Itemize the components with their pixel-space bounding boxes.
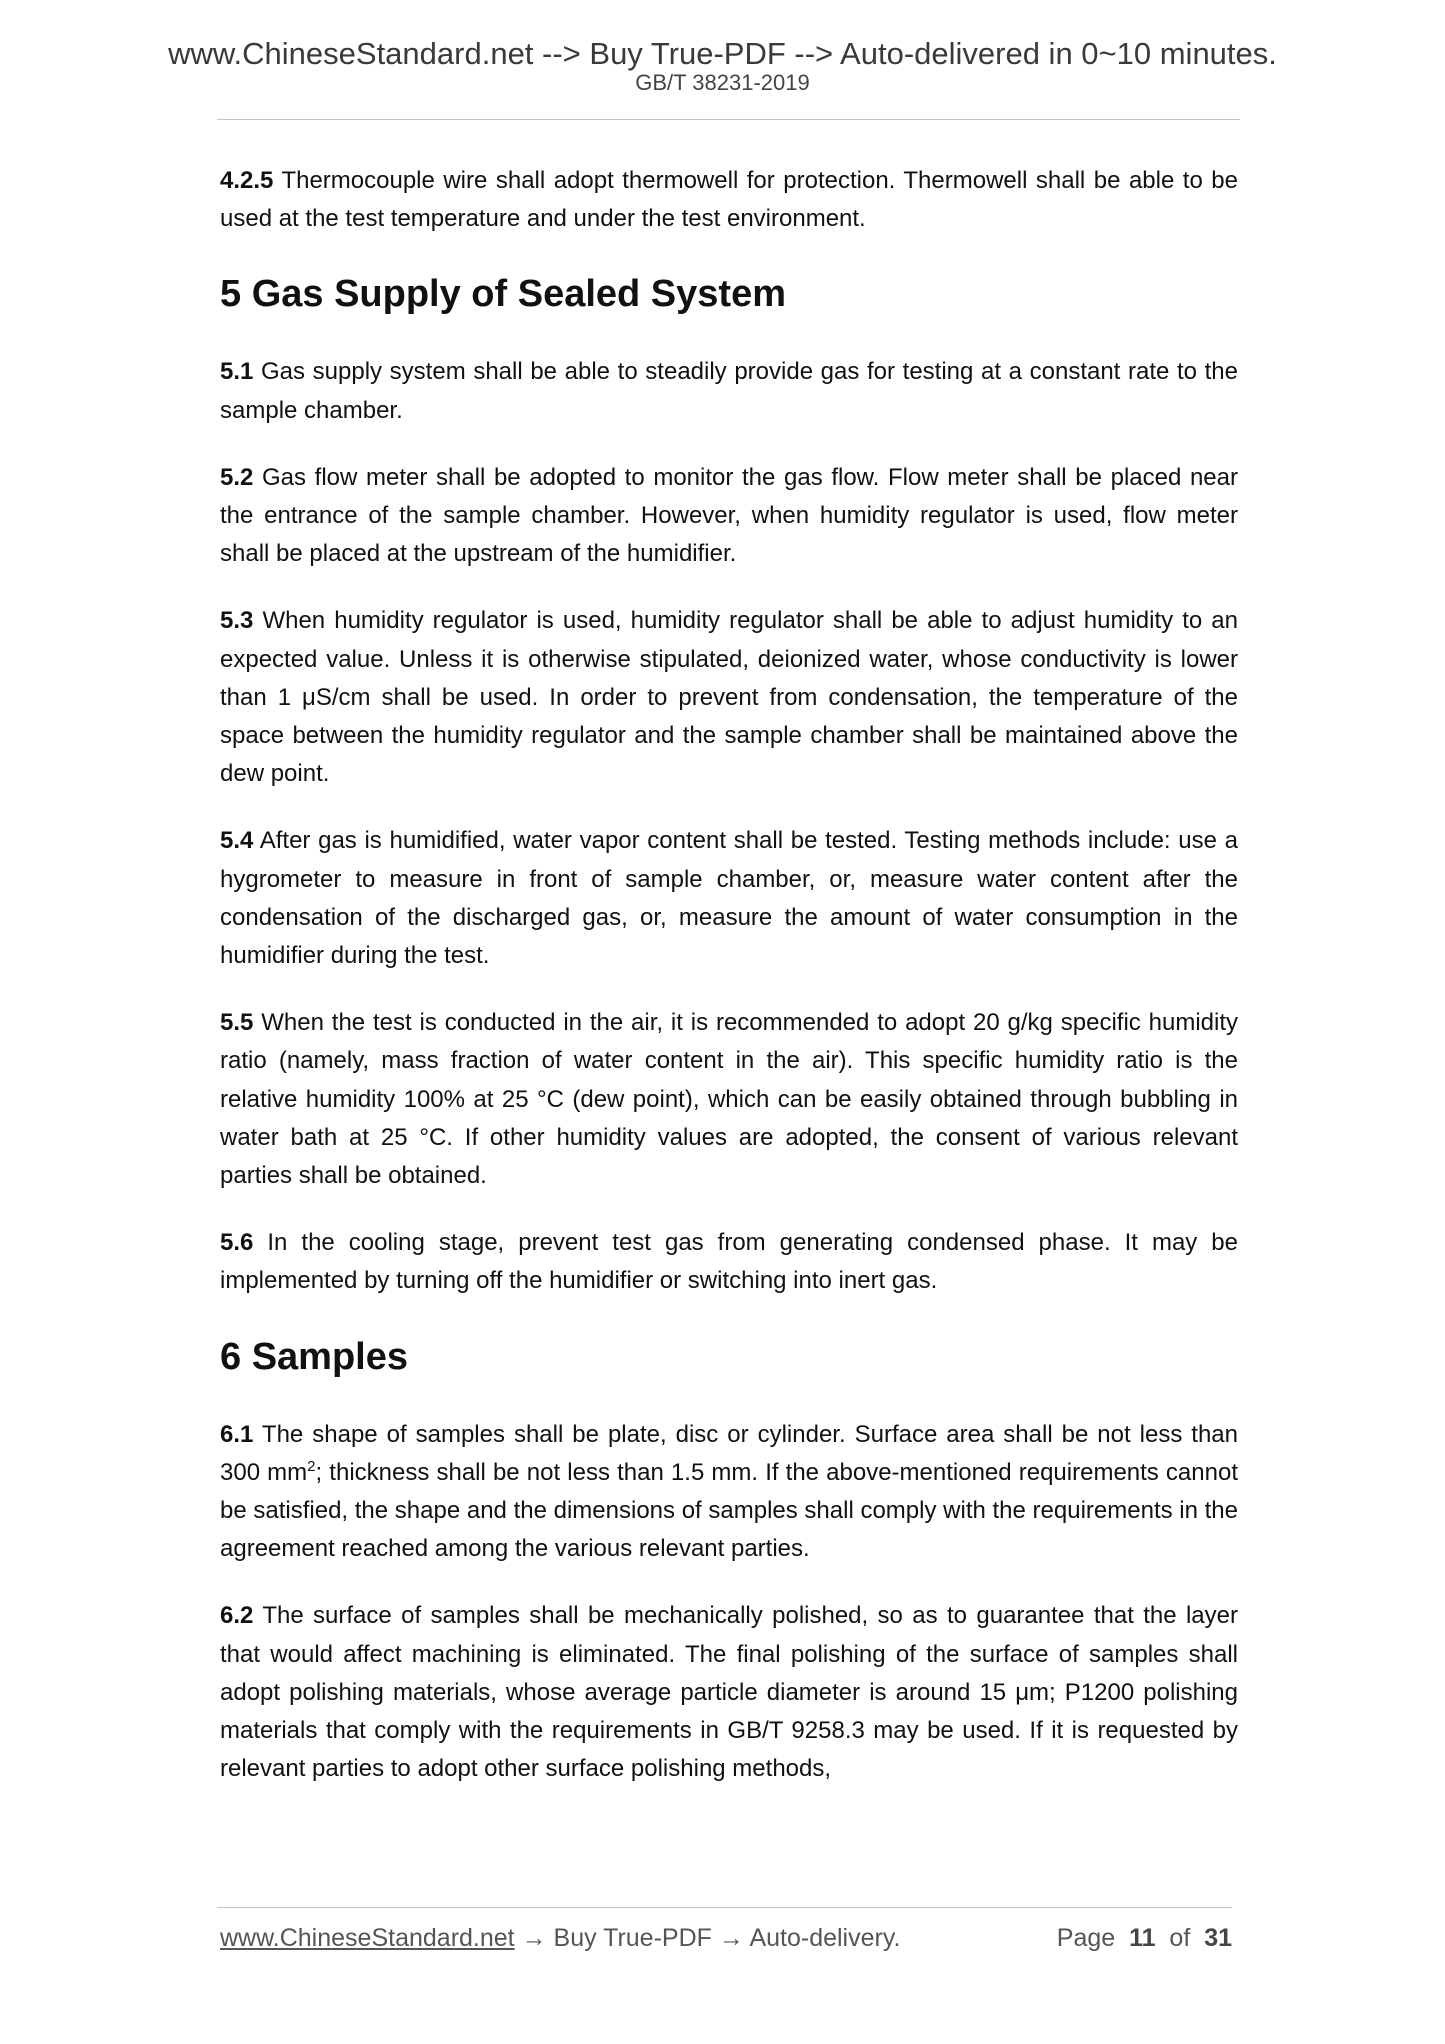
clause-text: Thermocouple wire shall adopt thermowell for protection. Thermowell shall be able to be used at the test temperature and under the test environment.: [220, 167, 1239, 233]
clause-text: When the test is conducted in the air, it is recommended to adopt 20 g/kg specific humidity ratio (namely, mass fraction of water content in the air). This specific humidity ratio is the relative humidity 100% at 25 °C (dew point), which can be easily obtained through bubbling in water bath at 25 °C. If other humidity values are adopted, the consent of various relevant parties shall be obtained.: [220, 1009, 1239, 1190]
footer-promo: [220, 1921, 900, 1955]
page-total: 31: [1204, 1924, 1232, 1952]
clause-6-2: [220, 1597, 1238, 1788]
clause-5-3: [220, 602, 1238, 793]
footer-divider: [217, 1907, 1232, 1908]
clause-number: 5.2: [220, 463, 254, 491]
document-body: [220, 162, 1238, 1818]
superscript: 2: [307, 1457, 316, 1475]
clause-number: 5.3: [220, 607, 254, 635]
arrow-icon: →: [718, 1924, 744, 1952]
clause-text: Gas flow meter shall be adopted to monitor the gas flow. Flow meter shall be placed near the entrance of the sample chamber. However, when humidity regulator is used, flow meter shall be placed at the upstream of the humidifier.: [220, 463, 1238, 568]
arrow-icon: →: [521, 1924, 547, 1952]
standard-code: GB/T 38231-2019: [635, 70, 810, 95]
page-footer: [220, 1921, 1232, 1955]
clause-number: 5.4: [220, 827, 254, 855]
clause-text: In the cooling stage, prevent test gas from generating condensed phase. It may be implemented by turning off the humidifier or switching into inert gas.: [220, 1229, 1239, 1295]
clause-number: 5.5: [220, 1009, 254, 1037]
page-current: 11: [1129, 1924, 1156, 1952]
clause-5-2: [220, 459, 1238, 574]
clause-number: 6.2: [220, 1602, 254, 1630]
of-word: of: [1169, 1924, 1191, 1952]
clause-number: 5.1: [220, 358, 254, 386]
section-heading-5: 5 Gas Supply of Sealed System: [220, 273, 786, 316]
clause-text: After gas is humidified, water vapor content shall be tested. Testing methods include: use a hygrometer to measure in front of sample chamber, or, measure water content after the condensation of the discharged gas, or, measure the amount of water consumption in the humidifier during the test.: [220, 827, 1238, 970]
footer-delivery-text: Auto-delivery.: [749, 1924, 901, 1952]
clause-text: The surface of samples shall be mechanically polished, so as to guarantee that the layer that would affect machining is eliminated. The final polishing of the surface of samples shall adopt polishing materials, whose average particle diameter is around 15 μm; P1200 polishing materials that comply with the requirements in GB/T 9258.3 may be used. If it is requested by relevant parties to adopt other surface polishing methods,: [220, 1602, 1238, 1783]
page-word: Page: [1056, 1924, 1116, 1952]
clause-number: 6.1: [220, 1420, 254, 1448]
clause-5-4: [220, 822, 1238, 975]
clause-5-1: [220, 353, 1238, 429]
clause-4-2-5: [220, 162, 1238, 238]
clause-text: The shape of samples shall be plate, disc or cylinder. Surface area shall be not less than 300 mm: [220, 1420, 1239, 1486]
clause-text: When humidity regulator is used, humidity regulator shall be able to adjust humidity to an expected value. Unless it is otherwise stipulated, deionized water, whose conductivity is lower than 1 μS/cm shall be used. In order to prevent from condensation, the temperature of the space between the humidity regulator and the sample chamber shall be maintained above the dew point.: [220, 607, 1238, 788]
clause-text: Gas supply system shall be able to steadily provide gas for testing at a constant rate to the sample chamber.: [220, 358, 1238, 424]
section-heading-6: 6 Samples: [220, 1335, 408, 1378]
clause-5-6: [220, 1224, 1238, 1300]
footer-buy-text: Buy True-PDF: [553, 1924, 712, 1952]
clause-number: 4.2.5: [220, 167, 274, 194]
page-number: [1057, 1921, 1232, 1955]
clause-number: 5.6: [220, 1229, 254, 1257]
clause-5-5: [220, 1004, 1238, 1195]
clause-6-1: [220, 1416, 1238, 1569]
header-divider: [217, 119, 1240, 120]
footer-site-link[interactable]: www.ChineseStandard.net: [220, 1924, 515, 1952]
clause-text-continued: ; thickness shall be not less than 1.5 mm. If the above-mentioned requirements cannot be satisfied, the shape and the dimensions of samples shall comply with the requirements in the agreement reached among the various relevant parties.: [220, 1458, 1238, 1563]
site-banner: www.ChineseStandard.net --> Buy True-PDF --> Auto-delivered in 0~10 minutes.: [168, 36, 1277, 71]
